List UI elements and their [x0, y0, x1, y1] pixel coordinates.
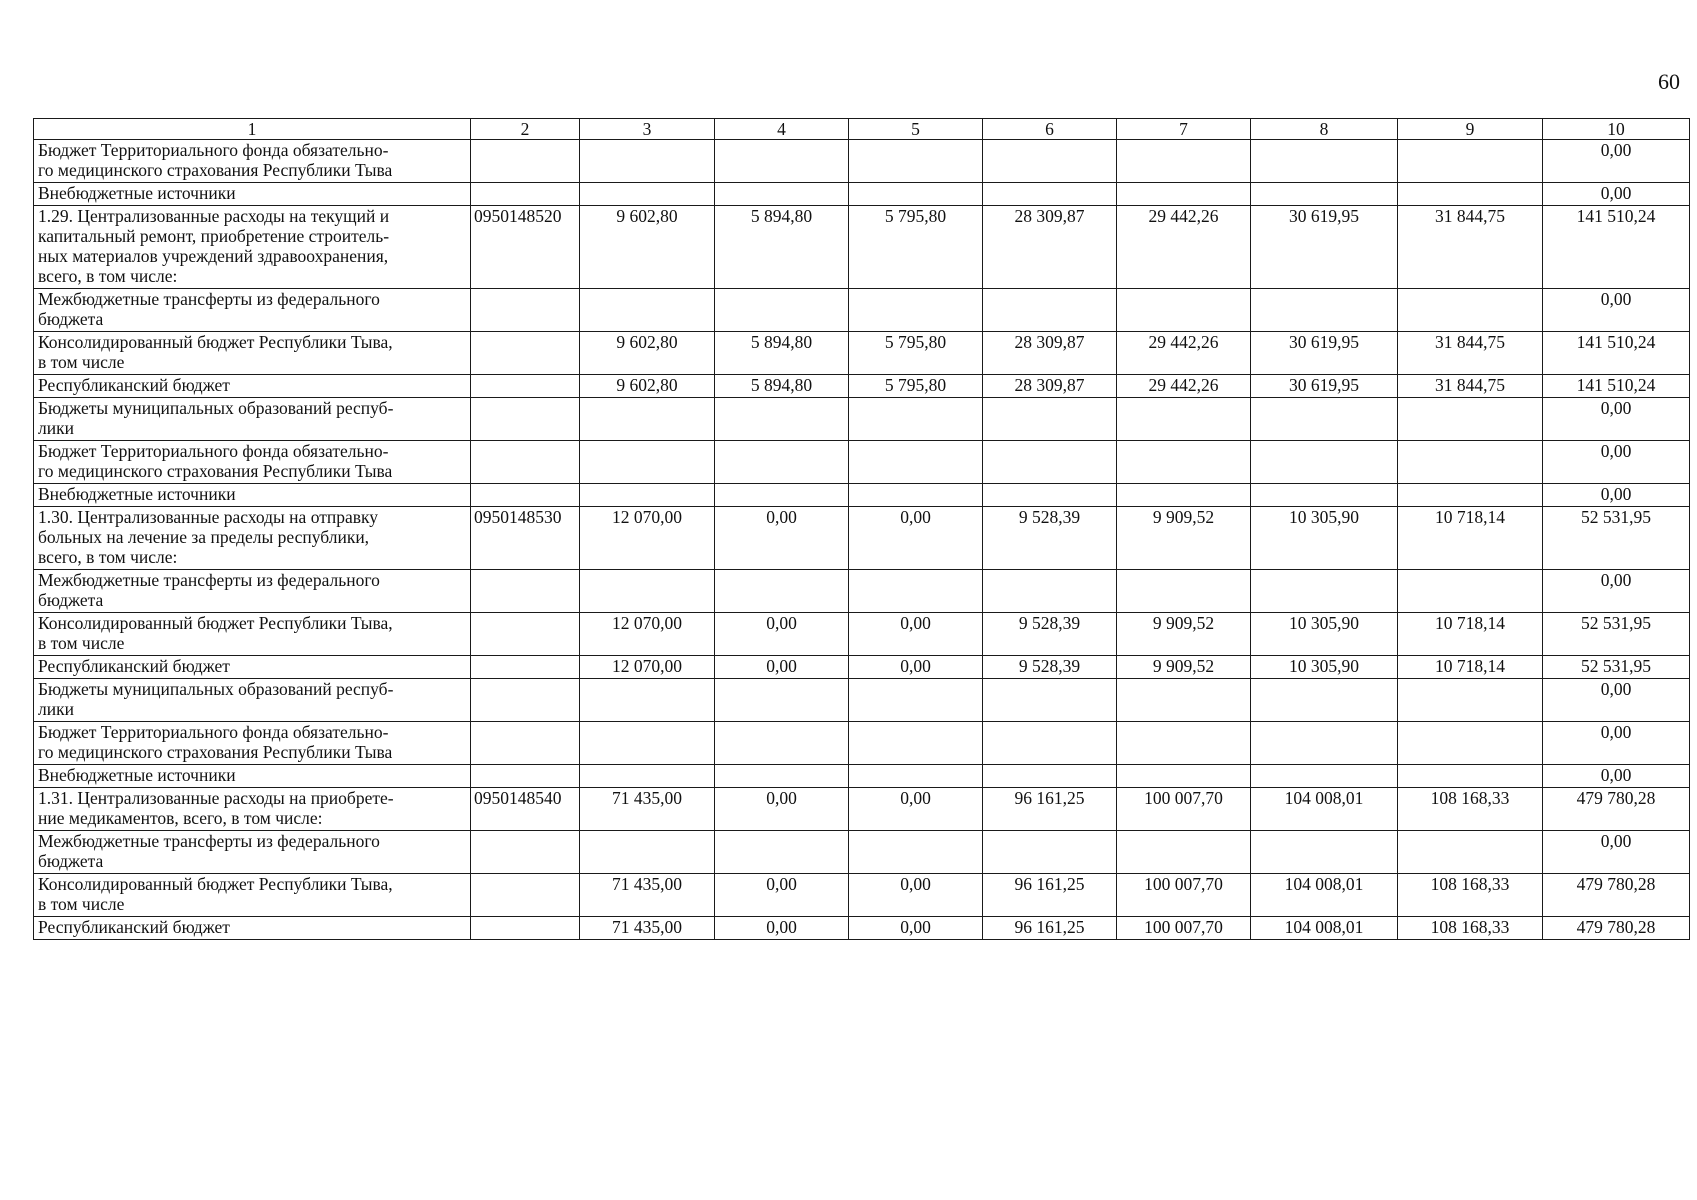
- row-value: [849, 679, 983, 722]
- row-value: 96 161,25: [983, 788, 1117, 831]
- row-value: 5 795,80: [849, 375, 983, 398]
- table-row: [34, 788, 1690, 831]
- row-name: 1.29. Централизованные расходы на текущий и капитальный ремонт, приобретение строитель- ных материалов учреждений здравоохранения, всего, в том числе:: [34, 206, 471, 289]
- row-value: [849, 140, 983, 183]
- row-value: [1398, 679, 1543, 722]
- row-value: [983, 140, 1117, 183]
- row-value: [849, 398, 983, 441]
- table-row: [34, 917, 1690, 940]
- row-value: [715, 722, 849, 765]
- row-total: 0,00: [1543, 484, 1690, 507]
- row-value: [580, 570, 715, 613]
- row-value: 104 008,01: [1251, 788, 1398, 831]
- row-name: Бюджеты муниципальных образований респуб- лики: [34, 398, 471, 441]
- column-number: 4: [715, 119, 849, 140]
- row-value: [1251, 570, 1398, 613]
- row-value: 0,00: [849, 507, 983, 570]
- row-value: 30 619,95: [1251, 332, 1398, 375]
- row-value: [580, 679, 715, 722]
- row-value: [715, 831, 849, 874]
- row-code: [471, 332, 580, 375]
- row-value: 29 442,26: [1117, 206, 1251, 289]
- row-value: [1117, 570, 1251, 613]
- row-value: 108 168,33: [1398, 874, 1543, 917]
- row-name: Межбюджетные трансферты из федерального бюджета: [34, 831, 471, 874]
- row-value: 10 305,90: [1251, 613, 1398, 656]
- row-value: 9 528,39: [983, 613, 1117, 656]
- row-code: [471, 398, 580, 441]
- table-row: [34, 332, 1690, 375]
- column-number: 2: [471, 119, 580, 140]
- row-value: 71 435,00: [580, 917, 715, 940]
- row-value: [1117, 722, 1251, 765]
- column-number: 6: [983, 119, 1117, 140]
- row-value: [1251, 398, 1398, 441]
- row-value: 9 909,52: [1117, 507, 1251, 570]
- row-value: [983, 183, 1117, 206]
- column-number: 3: [580, 119, 715, 140]
- row-value: [1117, 398, 1251, 441]
- row-value: [849, 722, 983, 765]
- row-value: [1251, 183, 1398, 206]
- row-name: Республиканский бюджет: [34, 656, 471, 679]
- row-value: 5 795,80: [849, 332, 983, 375]
- row-name: Бюджет Территориального фонда обязательно- го медицинского страхования Республики Тыва: [34, 140, 471, 183]
- row-value: [580, 765, 715, 788]
- row-value: [983, 441, 1117, 484]
- row-value: [580, 398, 715, 441]
- row-value: [715, 140, 849, 183]
- row-value: 9 602,80: [580, 206, 715, 289]
- row-code: [471, 679, 580, 722]
- row-value: 5 894,80: [715, 206, 849, 289]
- row-value: 10 718,14: [1398, 656, 1543, 679]
- row-total: 52 531,95: [1543, 613, 1690, 656]
- row-name: Консолидированный бюджет Республики Тыва, в том числе: [34, 613, 471, 656]
- row-total: 479 780,28: [1543, 788, 1690, 831]
- row-value: [715, 398, 849, 441]
- row-value: [1398, 289, 1543, 332]
- row-value: 9 602,80: [580, 375, 715, 398]
- row-total: 0,00: [1543, 765, 1690, 788]
- row-code: [471, 570, 580, 613]
- page-number: 60: [1658, 69, 1680, 94]
- table-row: [34, 722, 1690, 765]
- row-name: Внебюджетные источники: [34, 484, 471, 507]
- row-value: [715, 183, 849, 206]
- row-total: 479 780,28: [1543, 874, 1690, 917]
- row-total: 0,00: [1543, 441, 1690, 484]
- row-value: 96 161,25: [983, 917, 1117, 940]
- row-name: 1.30. Централизованные расходы на отправку больных на лечение за пределы республики, всего, в том числе:: [34, 507, 471, 570]
- row-value: 5 894,80: [715, 375, 849, 398]
- row-value: 29 442,26: [1117, 332, 1251, 375]
- budget-table: [33, 118, 1690, 940]
- table-body: [34, 119, 1690, 940]
- column-number: 8: [1251, 119, 1398, 140]
- table-row: [34, 375, 1690, 398]
- row-total: 141 510,24: [1543, 332, 1690, 375]
- row-value: [1251, 722, 1398, 765]
- table-row: [34, 613, 1690, 656]
- row-value: 108 168,33: [1398, 917, 1543, 940]
- row-value: 100 007,70: [1117, 788, 1251, 831]
- column-number: 9: [1398, 119, 1543, 140]
- row-value: [580, 183, 715, 206]
- row-value: 12 070,00: [580, 613, 715, 656]
- table-row: [34, 140, 1690, 183]
- table-row: [34, 289, 1690, 332]
- row-name: Консолидированный бюджет Республики Тыва, в том числе: [34, 332, 471, 375]
- table-row: [34, 656, 1690, 679]
- row-total: 0,00: [1543, 140, 1690, 183]
- column-number: 1: [34, 119, 471, 140]
- row-value: [580, 140, 715, 183]
- row-code: [471, 613, 580, 656]
- row-value: 31 844,75: [1398, 332, 1543, 375]
- row-value: [580, 289, 715, 332]
- row-value: [849, 441, 983, 484]
- row-value: 0,00: [715, 507, 849, 570]
- row-value: 0,00: [849, 874, 983, 917]
- row-value: 0,00: [849, 613, 983, 656]
- row-total: 0,00: [1543, 570, 1690, 613]
- row-total: 0,00: [1543, 289, 1690, 332]
- table-row: [34, 206, 1690, 289]
- row-code: [471, 765, 580, 788]
- row-value: [715, 765, 849, 788]
- row-value: [983, 679, 1117, 722]
- row-code: [471, 140, 580, 183]
- row-code: [471, 375, 580, 398]
- row-code: [471, 874, 580, 917]
- row-code: 0950148520: [471, 206, 580, 289]
- row-code: [471, 484, 580, 507]
- column-number: 10: [1543, 119, 1690, 140]
- table-row: [34, 484, 1690, 507]
- table-row: [34, 570, 1690, 613]
- row-value: [1117, 140, 1251, 183]
- row-value: 71 435,00: [580, 788, 715, 831]
- row-value: 0,00: [715, 788, 849, 831]
- row-value: 0,00: [715, 656, 849, 679]
- row-code: [471, 289, 580, 332]
- row-value: [580, 484, 715, 507]
- row-value: [1251, 484, 1398, 507]
- row-value: [1398, 484, 1543, 507]
- row-total: 0,00: [1543, 831, 1690, 874]
- row-value: 96 161,25: [983, 874, 1117, 917]
- row-value: [1117, 765, 1251, 788]
- table-row: [34, 765, 1690, 788]
- table-row: [34, 183, 1690, 206]
- row-code: [471, 656, 580, 679]
- row-code: [471, 441, 580, 484]
- row-value: 28 309,87: [983, 332, 1117, 375]
- row-value: 100 007,70: [1117, 917, 1251, 940]
- table-row: [34, 398, 1690, 441]
- row-value: 9 528,39: [983, 656, 1117, 679]
- row-value: [1251, 831, 1398, 874]
- row-value: [1251, 765, 1398, 788]
- row-value: [715, 484, 849, 507]
- row-value: 30 619,95: [1251, 375, 1398, 398]
- row-name: Внебюджетные источники: [34, 765, 471, 788]
- row-value: [1117, 183, 1251, 206]
- row-total: 0,00: [1543, 679, 1690, 722]
- table-row: [34, 679, 1690, 722]
- row-value: [1398, 570, 1543, 613]
- row-total: 141 510,24: [1543, 206, 1690, 289]
- row-total: 479 780,28: [1543, 917, 1690, 940]
- row-total: 0,00: [1543, 398, 1690, 441]
- row-value: 104 008,01: [1251, 917, 1398, 940]
- row-total: 141 510,24: [1543, 375, 1690, 398]
- row-name: Консолидированный бюджет Республики Тыва, в том числе: [34, 874, 471, 917]
- row-value: 104 008,01: [1251, 874, 1398, 917]
- row-value: 0,00: [849, 656, 983, 679]
- row-value: [715, 570, 849, 613]
- row-value: [1398, 183, 1543, 206]
- row-name: Внебюджетные источники: [34, 183, 471, 206]
- row-value: [715, 679, 849, 722]
- row-value: [715, 289, 849, 332]
- row-value: [580, 722, 715, 765]
- row-value: 0,00: [715, 917, 849, 940]
- row-value: 31 844,75: [1398, 206, 1543, 289]
- row-name: Межбюджетные трансферты из федерального бюджета: [34, 570, 471, 613]
- row-value: 0,00: [715, 874, 849, 917]
- column-number: 7: [1117, 119, 1251, 140]
- row-value: 0,00: [715, 613, 849, 656]
- row-code: [471, 183, 580, 206]
- row-value: [1398, 722, 1543, 765]
- row-value: [715, 441, 849, 484]
- row-value: 108 168,33: [1398, 788, 1543, 831]
- row-value: [1117, 679, 1251, 722]
- table-row: [34, 507, 1690, 570]
- row-value: 10 305,90: [1251, 656, 1398, 679]
- row-value: [983, 722, 1117, 765]
- row-value: 9 528,39: [983, 507, 1117, 570]
- row-value: 9 602,80: [580, 332, 715, 375]
- row-total: 52 531,95: [1543, 507, 1690, 570]
- row-value: 0,00: [849, 917, 983, 940]
- row-value: 29 442,26: [1117, 375, 1251, 398]
- row-value: [849, 570, 983, 613]
- row-value: 30 619,95: [1251, 206, 1398, 289]
- column-number: 5: [849, 119, 983, 140]
- row-value: [983, 765, 1117, 788]
- row-value: [1251, 679, 1398, 722]
- row-value: 9 909,52: [1117, 613, 1251, 656]
- row-value: [983, 831, 1117, 874]
- row-value: [1251, 441, 1398, 484]
- row-code: [471, 917, 580, 940]
- row-value: 10 718,14: [1398, 507, 1543, 570]
- row-value: 5 795,80: [849, 206, 983, 289]
- row-code: [471, 722, 580, 765]
- row-value: 10 718,14: [1398, 613, 1543, 656]
- row-value: [1251, 289, 1398, 332]
- row-value: [1398, 765, 1543, 788]
- row-value: [1117, 831, 1251, 874]
- row-total: 0,00: [1543, 722, 1690, 765]
- row-name: Межбюджетные трансферты из федерального бюджета: [34, 289, 471, 332]
- row-value: 31 844,75: [1398, 375, 1543, 398]
- row-value: 100 007,70: [1117, 874, 1251, 917]
- row-value: [1117, 484, 1251, 507]
- row-name: Бюджет Территориального фонда обязательно- го медицинского страхования Республики Тыва: [34, 722, 471, 765]
- row-value: 12 070,00: [580, 507, 715, 570]
- row-value: [580, 831, 715, 874]
- row-value: 28 309,87: [983, 206, 1117, 289]
- row-value: 5 894,80: [715, 332, 849, 375]
- row-value: [580, 441, 715, 484]
- row-value: 9 909,52: [1117, 656, 1251, 679]
- row-value: [1117, 289, 1251, 332]
- row-code: [471, 831, 580, 874]
- row-value: [1398, 831, 1543, 874]
- row-name: Республиканский бюджет: [34, 375, 471, 398]
- row-total: 0,00: [1543, 183, 1690, 206]
- row-value: [1398, 441, 1543, 484]
- row-name: Бюджет Территориального фонда обязательно- го медицинского страхования Республики Тыва: [34, 441, 471, 484]
- row-value: [1251, 140, 1398, 183]
- row-value: [849, 183, 983, 206]
- row-value: [1398, 398, 1543, 441]
- row-value: [849, 831, 983, 874]
- row-value: [849, 289, 983, 332]
- table-row: [34, 831, 1690, 874]
- row-value: 28 309,87: [983, 375, 1117, 398]
- table-row: [34, 441, 1690, 484]
- row-value: 12 070,00: [580, 656, 715, 679]
- row-value: [983, 398, 1117, 441]
- column-number-row: [34, 119, 1690, 140]
- row-value: [983, 570, 1117, 613]
- row-name: Республиканский бюджет: [34, 917, 471, 940]
- row-value: [1117, 441, 1251, 484]
- row-value: 0,00: [849, 788, 983, 831]
- table-row: [34, 874, 1690, 917]
- row-value: [849, 484, 983, 507]
- row-total: 52 531,95: [1543, 656, 1690, 679]
- row-value: 71 435,00: [580, 874, 715, 917]
- row-name: Бюджеты муниципальных образований респуб- лики: [34, 679, 471, 722]
- row-value: [849, 765, 983, 788]
- row-value: [983, 289, 1117, 332]
- row-code: 0950148530: [471, 507, 580, 570]
- row-value: 10 305,90: [1251, 507, 1398, 570]
- row-value: [1398, 140, 1543, 183]
- row-name: 1.31. Централизованные расходы на приобрете- ние медикаментов, всего, в том числе:: [34, 788, 471, 831]
- row-code: 0950148540: [471, 788, 580, 831]
- row-value: [983, 484, 1117, 507]
